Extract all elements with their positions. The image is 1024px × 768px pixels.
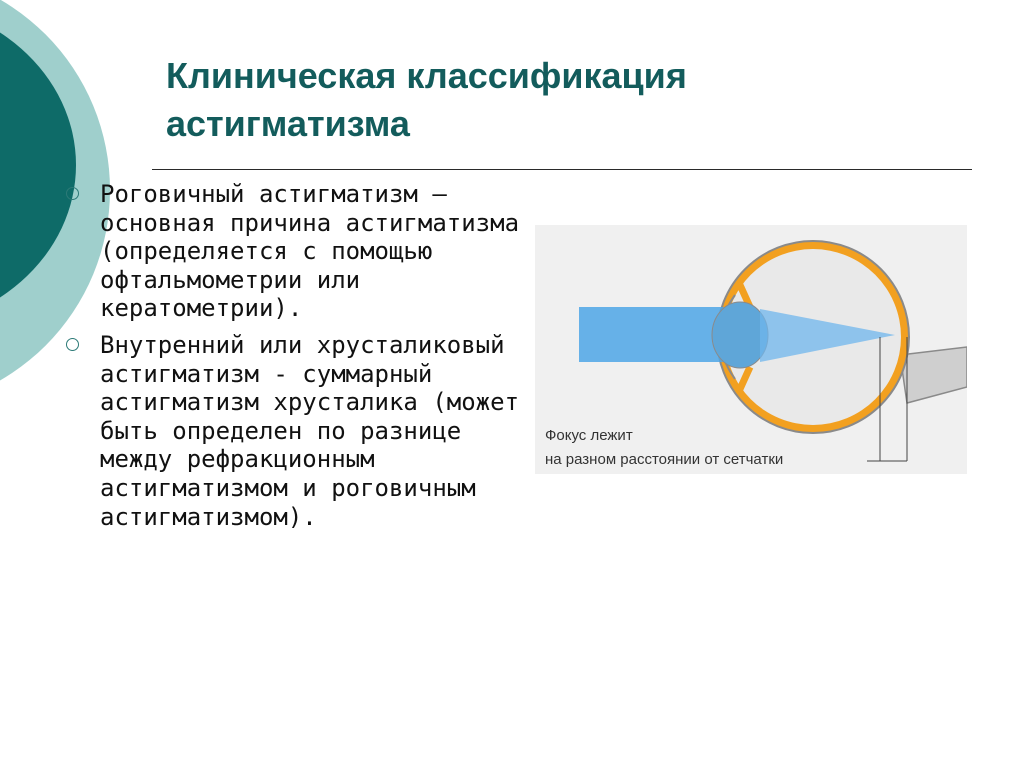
bullet-circle-icon <box>66 338 79 351</box>
optic-nerve <box>900 347 967 403</box>
bullet-circle-icon <box>66 187 79 200</box>
bullet-list <box>100 180 520 539</box>
eye-diagram <box>535 225 967 474</box>
caption-line-2: на разном расстоянии от сетчатки <box>545 451 784 468</box>
caption-line-1: Фокус лежит <box>545 427 633 444</box>
slide-title: Клиническая классификация астигматизма <box>166 55 687 144</box>
bullet-text: Роговичный астигматизм – основная причина астигматизма (определяется с помощью офтальмометрии или кератометрии). <box>100 180 520 323</box>
bullet-text: Внутренний или хрусталиковый астигматизм - суммарный астигматизм хрусталика (может быть определен по разнице между рефракционным астигматизмом и роговичным астигматизмом). <box>100 330 520 531</box>
lens <box>712 302 768 368</box>
bullet-item <box>100 331 520 531</box>
bullet-item <box>100 180 520 323</box>
title-divider <box>152 169 972 170</box>
